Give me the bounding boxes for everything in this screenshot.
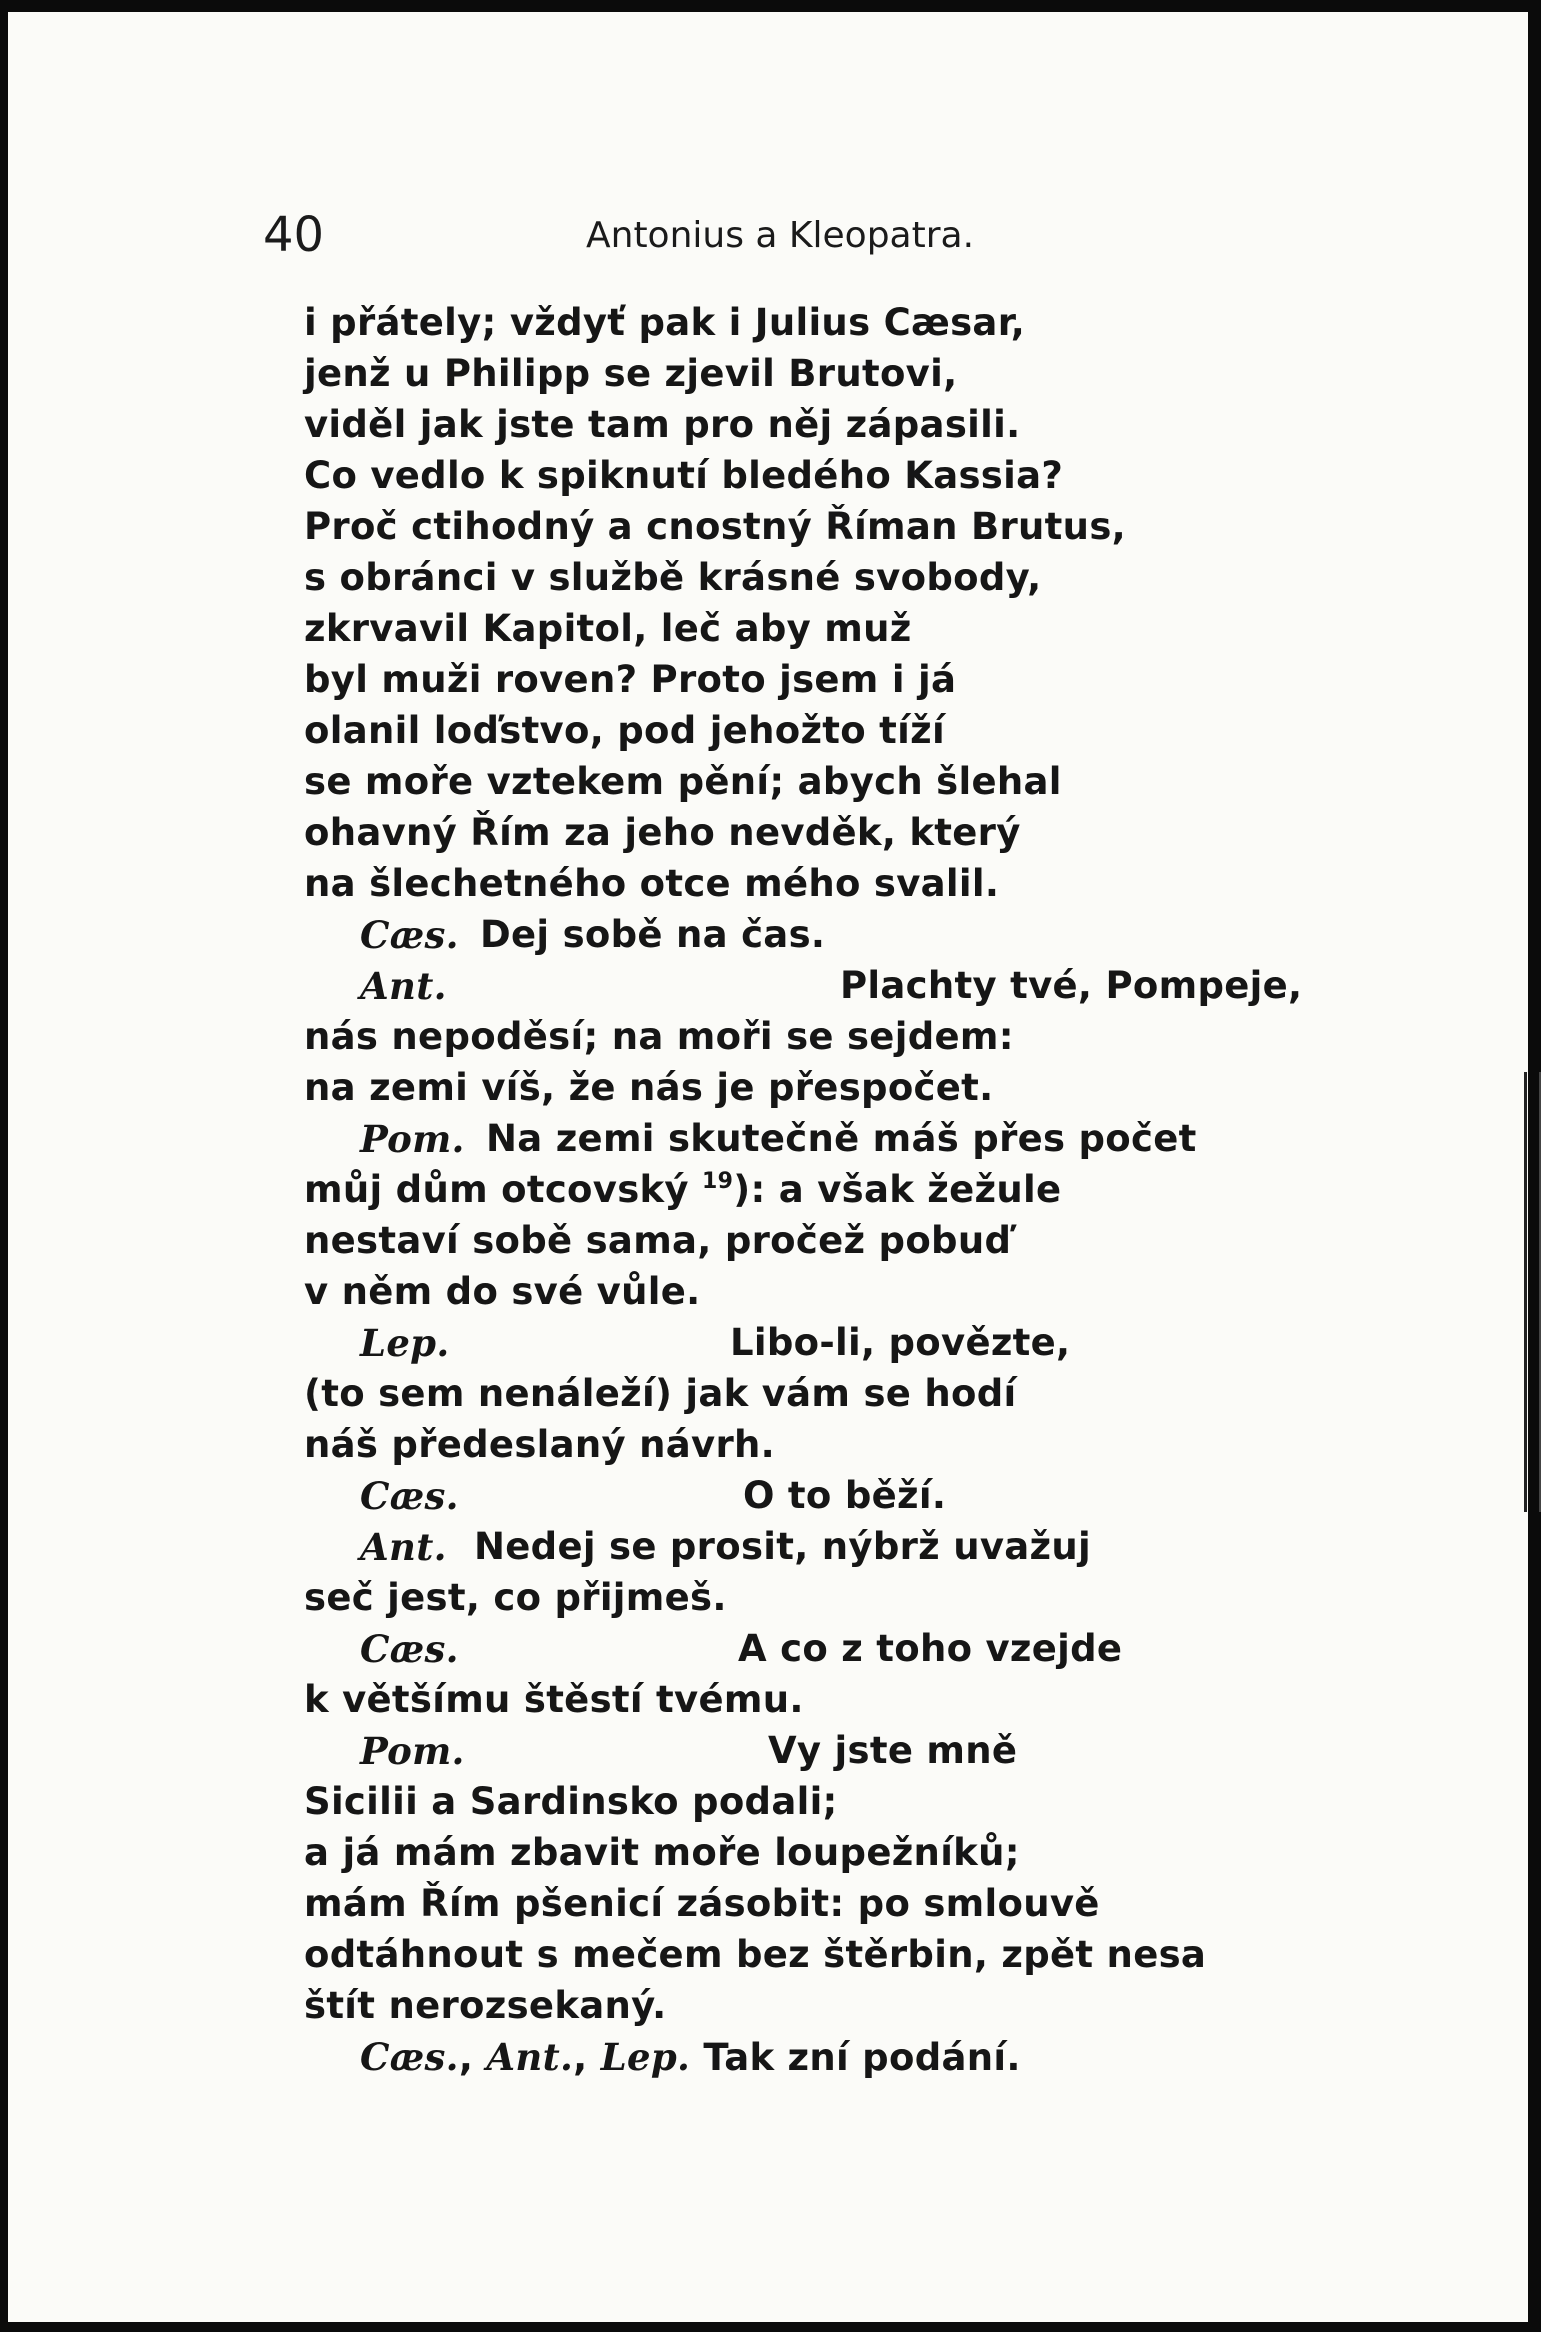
text-line: i přátely; vždyť pak i Julius Cæsar,: [304, 301, 1026, 344]
text-line: ohavný Řím za jeho nevděk, který: [304, 811, 1021, 854]
text-line: seč jest, co přijmeš.: [304, 1576, 727, 1619]
text-line: s obránci v službě krásné svobody,: [304, 556, 1042, 599]
text-line: Libo-li, povězte,: [730, 1321, 1071, 1364]
text-line: byl muži roven? Proto jsem i já: [304, 658, 957, 701]
text-line: jenž u Philipp se zjevil Brutovi,: [304, 352, 958, 395]
text-line: nás nepoděsí; na moři se sejdem:: [304, 1015, 1014, 1058]
text-segment: můj dům otcovský: [304, 1168, 689, 1211]
text-line: Na zemi skutečně máš přes počet: [486, 1117, 1197, 1160]
text-line: olanil loďstvo, pod jehožto tíží: [304, 709, 945, 752]
text-line: zkrvavil Kapitol, leč aby muž: [304, 607, 912, 650]
speaker-label: Pom.: [360, 1117, 465, 1161]
text-segment: ): a však žežule: [733, 1168, 1062, 1211]
speaker-label: Ant.: [360, 964, 447, 1008]
text-line: A co z toho vzejde: [738, 1627, 1123, 1670]
text-line: na zemi víš, že nás je přespočet.: [304, 1066, 994, 1109]
text-line: náš předeslaný návrh.: [304, 1423, 776, 1466]
page-edge-shadow: [1524, 1072, 1541, 1512]
text-line: Plachty tvé, Pompeje,: [840, 964, 1303, 1007]
footnote-reference: 19: [702, 1169, 734, 1194]
text-line: viděl jak jste tam pro něj zápasili.: [304, 403, 1021, 446]
page-number: 40: [263, 207, 325, 263]
speaker-label: Cæs.: [360, 913, 459, 957]
text-line: Cæs., Ant., Lep. Tak zní podání.: [360, 2035, 1021, 2079]
text-line: na šlechetného otce mého svalil.: [304, 862, 1000, 905]
text-line: Nedej se prosit, nýbrž uvažuj: [474, 1525, 1091, 1568]
speaker-label: Lep.: [360, 1321, 450, 1365]
text-line: se moře vztekem pění; abych šlehal: [304, 760, 1062, 803]
speaker-label: Cæs.: [360, 2035, 459, 2079]
text-line: štít nerozsekaný.: [304, 1984, 667, 2027]
text-line: a já mám zbavit moře loupežníků;: [304, 1831, 1020, 1874]
text-segment: Tak zní podání.: [703, 2036, 1021, 2079]
text-line: k většímu štěstí tvému.: [304, 1678, 804, 1721]
text-line: nestaví sobě sama, pročež pobuď: [304, 1219, 1012, 1262]
speaker-label: Ant.: [486, 2035, 574, 2079]
speaker-label: Cæs.: [360, 1627, 459, 1671]
speaker-label: Cæs.: [360, 1474, 459, 1518]
running-title: Antonius a Kleopatra.: [586, 215, 975, 256]
text-line: Proč ctihodný a cnostný Říman Brutus,: [304, 505, 1126, 548]
speaker-label: Ant.: [360, 1525, 447, 1569]
text-line: Co vedlo k spiknutí bledého Kassia?: [304, 454, 1064, 497]
text-line: mám Řím pšenicí zásobit: po smlouvě: [304, 1882, 1100, 1925]
text-line: v něm do své vůle.: [304, 1270, 701, 1313]
text-line: Sicilii a Sardinsko podali;: [304, 1780, 838, 1823]
text-line: O to běží.: [743, 1474, 947, 1517]
speaker-label: Pom.: [360, 1729, 465, 1773]
text-line: Dej sobě na čas.: [480, 913, 826, 956]
page: [8, 12, 1528, 2322]
speaker-label: Lep.: [600, 2035, 691, 2079]
text-line: odtáhnout s mečem bez štěrbin, zpět nesa: [304, 1933, 1207, 1976]
text-line: (to sem nenáleží) jak vám se hodí: [304, 1372, 1017, 1415]
text-line: Vy jste mně: [768, 1729, 1018, 1772]
text-line: [304, 1168, 1061, 1211]
